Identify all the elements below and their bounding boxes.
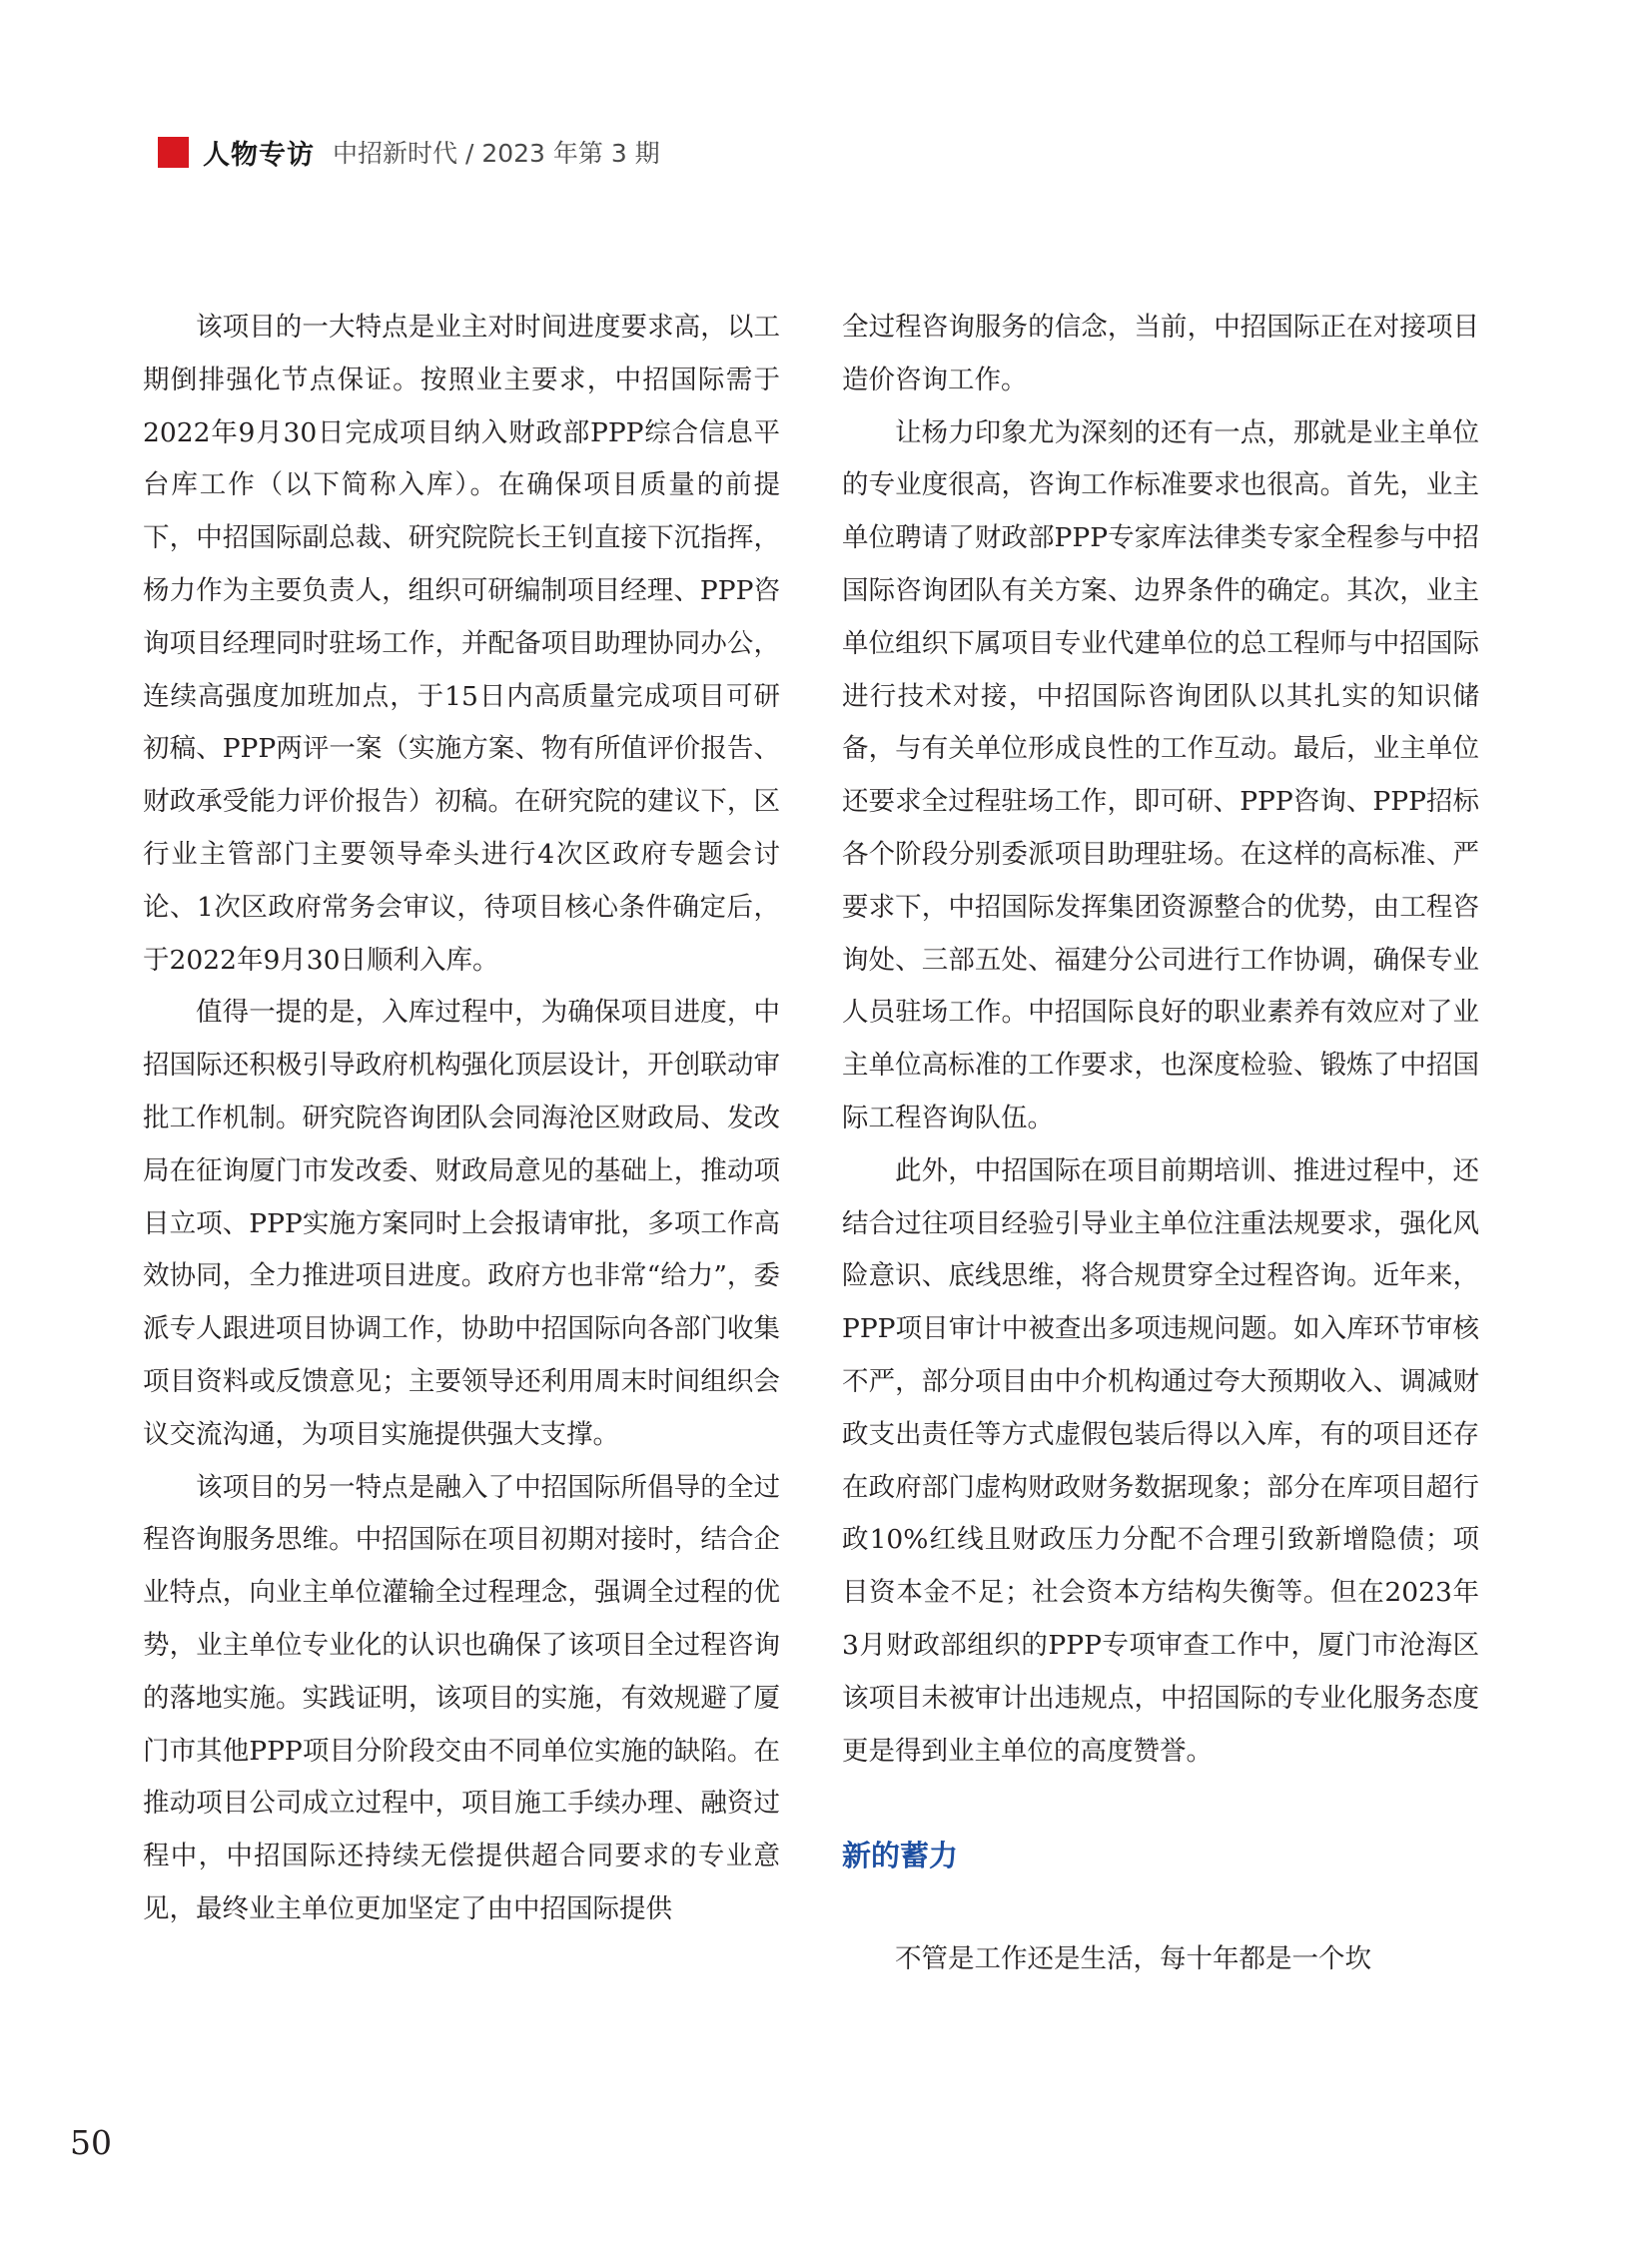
section-name: 人物专访	[203, 139, 315, 171]
page-number: 50	[70, 2123, 112, 2162]
right-column	[842, 302, 1479, 1986]
section-marker	[158, 137, 189, 168]
section-heading: 新的蓄力	[842, 1839, 959, 1873]
body-paragraph: 让杨力印象尤为深刻的还有一点，那就是业主单位的专业度很高，咨询工作标准要求也很高。首先，业主单位聘请了财政部PPP专家库法律类专家全程参与中招国际咨询团队有关方案、边界条件的确定。其次，业主单位组织下属项目专业代建单位的总工程师与中招国际进行技术对接，中招国际咨询团队以其扎实的知识储备，与有关单位形成良性的工作互动。最后，业主单位还要求全过程驻场工作，即可研、PPP咨询、PPP招标各个阶段分别委派项目助理驻场。在这样的高标准、严要求下，中招国际发挥集团资源整合的优势，由工程咨询处、三部五处、福建分公司进行工作协调，确保专业人员驻场工作。中招国际良好的职业素养有效应对了业主单位高标准的工作要求，也深度检验、锻炼了中招国际工程咨询队伍。	[842, 416, 1479, 1133]
continued-paragraph: 全过程咨询服务的信念，当前，中招国际正在对接项目造价咨询工作。	[842, 312, 1479, 395]
body-paragraph: 值得一提的是，入库过程中，为确保项目进度，中招国际还积极引导政府机构强化顶层设计，开创联动审批工作机制。研究院咨询团队会同海沧区财政局、发改局在征询厦门市发改委、财政局意见的基础上，推动项目立项、PPP实施方案同时上会报请审批，多项工作高效协同，全力推进项目进度。政府方也非常“给力”，委派专人跟进项目协调工作，协助中招国际向各部门收集项目资料或反馈意见；主要领导还利用周末时间组织会议交流沟通，为项目实施提供强大支撑。	[143, 997, 780, 1450]
publication-issue: 中招新时代 / 2023 年第 3 期	[333, 139, 660, 168]
body-paragraph: 此外，中招国际在项目前期培训、推进过程中，还结合过往项目经验引导业主单位注重法规要求，强化风险意识、底线思维，将合规贯穿全过程咨询。近年来，PPP项目审计中被查出多项违规问题。如入库环节审核不严，部分项目由中介机构通过夸大预期收入、调减财政支出责任等方式虚假包装后得以入库，有的项目还存在政府部门虚构财政财务数据现象；部分在库项目超行政10%红线且财政压力分配不合理引致新增隐债；项目资本金不足；社会资本方结构失衡等。但在2023年3月财政部组织的PPP专项审查工作中，厦门市沧海区该项目未被审计出违规点，中招国际的专业化服务态度更是得到业主单位的高度赞誉。	[842, 1154, 1479, 1767]
body-paragraph: 该项目的一大特点是业主对时间进度要求高，以工期倒排强化节点保证。按照业主要求，中招国际需于2022年9月30日完成项目纳入财政部PPP综合信息平台库工作（以下简称入库）。在确保项目质量的前提下，中招国际副总裁、研究院院长王钊直接下沉指挥，杨力作为主要负责人，组织可研编制项目经理、PPP咨询项目经理同时驻场工作，并配备项目助理协同办公，连续高强度加班加点，于15日内高质量完成项目可研初稿、PPP两评一案（实施方案、物有所值评价报告、财政承受能力评价报告）初稿。在研究院的建议下，区行业主管部门主要领导牵头进行4次区政府专题会讨论、1次区政府常务会审议，待项目核心条件确定后，于2022年9月30日顺利入库。	[143, 312, 780, 976]
body-paragraph: 该项目的另一特点是融入了中招国际所倡导的全过程咨询服务思维。中招国际在项目初期对接时，结合企业特点，向业主单位灌输全过程理念，强调全过程的优势，业主单位专业化的认识也确保了该项目全过程咨询的落地实施。实践证明，该项目的实施，有效规避了厦门市其他PPP项目分阶段交由不同单位实施的缺陷。在推动项目公司成立过程中，项目施工手续办理、融资过程中，中招国际还持续无偿提供超合同要求的专业意见，最终业主单位更加坚定了由中招国际提供	[143, 1471, 780, 1924]
left-column	[143, 302, 780, 1936]
body-paragraph: 不管是工作还是生活，每十年都是一个坎	[895, 1943, 1371, 1975]
page-header	[158, 134, 660, 170]
